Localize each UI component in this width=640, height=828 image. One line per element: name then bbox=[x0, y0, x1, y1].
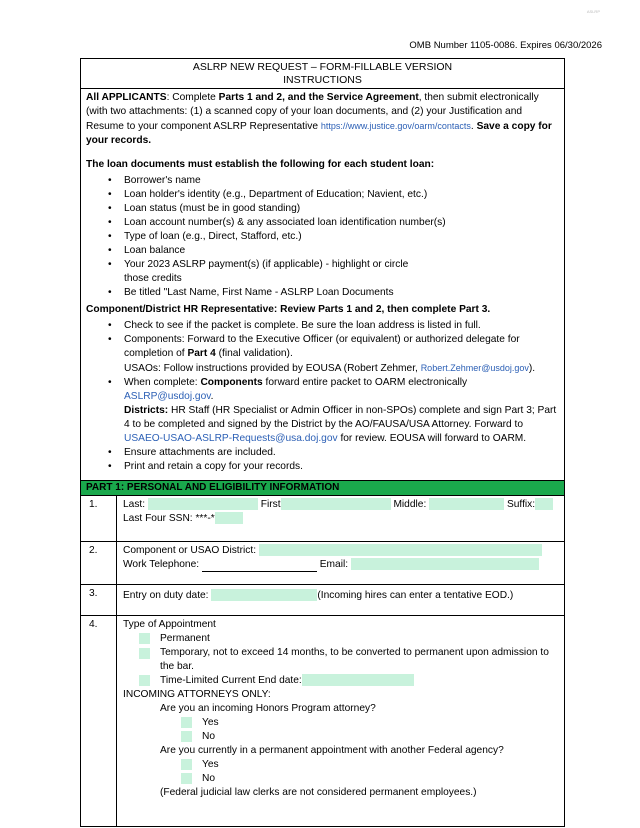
honors-question: Are you an incoming Honors Program attorney? bbox=[160, 703, 376, 714]
save-copy-text: Save a copy for your records. bbox=[86, 121, 552, 146]
instructions bbox=[81, 89, 564, 480]
text: . bbox=[210, 391, 214, 402]
suffix-label: Suffix: bbox=[506, 499, 536, 510]
row-number: 2. bbox=[81, 542, 117, 584]
appointment-label: Type of Appointment bbox=[123, 619, 216, 630]
eod-date-field[interactable] bbox=[211, 589, 317, 601]
part1-header: PART 1: PERSONAL AND ELIGIBILITY INFORMATION bbox=[81, 480, 564, 496]
component-label: Component or USAO District: bbox=[123, 545, 257, 556]
temporary-label: Temporary, not to exceed 14 months, to be converted to permanent upon admission to the bar. bbox=[160, 647, 549, 672]
text: : Complete bbox=[166, 92, 219, 103]
federal-no-checkbox[interactable] bbox=[181, 773, 192, 784]
text: (final validation). bbox=[215, 348, 293, 359]
text: USAOs: Follow instructions provided by EOUSA (Robert Zehmer, bbox=[124, 363, 421, 374]
phone-field[interactable] bbox=[202, 560, 317, 572]
loan-requirements-list bbox=[86, 174, 560, 300]
component-field[interactable] bbox=[259, 544, 542, 556]
text: forward entire packet to OARM electronically bbox=[262, 377, 468, 388]
incoming-label: INCOMING ATTORNEYS ONLY: bbox=[123, 689, 271, 700]
all-applicants-label: All APPLICANTS bbox=[86, 92, 167, 103]
phone-label: Work Telephone: bbox=[123, 559, 200, 570]
time-limited-label: Time-Limited Current End date: bbox=[160, 675, 302, 686]
no-label: No bbox=[202, 773, 216, 784]
hr-heading: Component/District HR Representative: Review Parts 1 and 2, then complete Part 3. bbox=[86, 304, 491, 315]
eousa-email-link[interactable]: USAEO-USAO-ASLRP-Requests@usa.doj.gov bbox=[124, 433, 338, 444]
permanent-checkbox[interactable] bbox=[139, 633, 150, 644]
email-field[interactable] bbox=[351, 558, 539, 570]
text: When complete: bbox=[124, 377, 201, 388]
honors-no-checkbox[interactable] bbox=[181, 731, 192, 742]
zehmer-email-link[interactable]: Robert.Zehmer@usdoj.gov bbox=[420, 363, 529, 373]
email-label: Email: bbox=[319, 559, 349, 570]
ssn-field[interactable] bbox=[215, 512, 243, 524]
yes-label: Yes bbox=[202, 717, 219, 728]
row-appointment bbox=[81, 615, 564, 826]
suffix-field[interactable] bbox=[535, 498, 553, 510]
oarm-email-link[interactable]: ASLRP@usdoj.gov bbox=[124, 391, 211, 402]
text: Components: Forward to the Executive Officer (or equivalent) or authorized delegate for completion of bbox=[124, 334, 520, 359]
list-item: • Ensure attachments are included. bbox=[124, 446, 560, 460]
federal-question: Are you currently in a permanent appointment with another Federal agency? bbox=[160, 745, 504, 756]
row-number: 3. bbox=[81, 585, 117, 615]
list-item bbox=[124, 376, 560, 446]
list-item: • Borrower's name bbox=[124, 174, 560, 188]
text: , then submit electronically (with two attachments: (1) a scanned copy of your loan documents, and (2) your Justification and Resume to your component ASLRP Representative bbox=[86, 92, 539, 132]
row-eod bbox=[81, 584, 564, 615]
list-item: • Your 2023 ASLRP payment(s) (if applicable) - highlight or circle those credits bbox=[124, 258, 560, 286]
list-item: • Type of loan (e.g., Direct, Stafford, etc.) bbox=[124, 230, 560, 244]
row-number: 1. bbox=[81, 496, 117, 541]
yes-label: Yes bbox=[202, 759, 219, 770]
omb-number: OMB Number 1105-0086. Expires 06/30/2026 bbox=[409, 40, 602, 51]
temporary-checkbox[interactable] bbox=[139, 648, 150, 659]
components-label: Components bbox=[200, 377, 263, 388]
part4-label: Part 4 bbox=[187, 348, 216, 359]
middle-label: Middle: bbox=[393, 499, 427, 510]
text: ). bbox=[528, 363, 536, 374]
eod-note: (Incoming hires can enter a tentative EOD.) bbox=[317, 590, 514, 601]
list-item: • Be titled "Last Name, First Name - ASLRP Loan Documents bbox=[124, 286, 560, 300]
form-header bbox=[81, 59, 564, 89]
row-number: 4. bbox=[81, 616, 117, 826]
list-item: • Check to see if the packet is complete. Be sure the loan address is listed in full. bbox=[124, 319, 560, 333]
contacts-link[interactable]: https://www.justice.gov/oarm/contacts bbox=[320, 121, 471, 131]
list-item: • Loan account number(s) & any associated loan identification number(s) bbox=[124, 216, 560, 230]
list-item: • Loan status (must be in good standing) bbox=[124, 202, 560, 216]
list-item: • Loan balance bbox=[124, 244, 560, 258]
applicants-paragraph bbox=[86, 91, 560, 148]
text: . bbox=[470, 121, 477, 132]
last-name-field[interactable] bbox=[148, 498, 258, 510]
list-item bbox=[124, 333, 560, 376]
first-name-field[interactable] bbox=[281, 498, 391, 510]
first-label: First bbox=[260, 499, 281, 510]
page-mark: ASLRP bbox=[586, 9, 600, 14]
last-label: Last: bbox=[123, 499, 146, 510]
loan-heading: The loan documents must establish the following for each student loan: bbox=[86, 159, 435, 170]
hr-steps-list bbox=[86, 319, 560, 474]
parts-label: Parts 1 and 2, and the Service Agreement bbox=[218, 92, 419, 103]
row-component bbox=[81, 541, 564, 584]
federal-yes-checkbox[interactable] bbox=[181, 759, 192, 770]
honors-yes-checkbox[interactable] bbox=[181, 717, 192, 728]
form-document bbox=[80, 58, 565, 827]
no-label: No bbox=[202, 731, 216, 742]
form-title: ASLRP NEW REQUEST – FORM-FILLABLE VERSION bbox=[192, 61, 453, 73]
time-limited-checkbox[interactable] bbox=[139, 675, 150, 686]
list-item: • Print and retain a copy for your records. bbox=[124, 460, 560, 474]
list-item: • Loan holder's identity (e.g., Department of Education; Navient, etc.) bbox=[124, 188, 560, 202]
ssn-label: Last Four SSN: ***-* bbox=[123, 513, 215, 524]
text: for review. EOUSA will forward to OARM. bbox=[337, 433, 527, 444]
row-name bbox=[81, 496, 564, 541]
end-date-field[interactable] bbox=[302, 674, 414, 686]
districts-label: Districts: bbox=[124, 405, 169, 416]
form-subtitle: INSTRUCTIONS bbox=[283, 74, 362, 86]
judicial-note: (Federal judicial law clerks are not considered permanent employees.) bbox=[160, 787, 477, 798]
middle-name-field[interactable] bbox=[429, 498, 504, 510]
text: HR Staff (HR Specialist or Admin Officer in non-SPOs) complete and sign Part 3; Part 4 to be completed and signed by the District by the AO/FAUSA/USA Attorney. Forward to bbox=[124, 405, 557, 430]
eod-label: Entry on duty date: bbox=[123, 590, 209, 601]
permanent-label: Permanent bbox=[160, 633, 210, 644]
